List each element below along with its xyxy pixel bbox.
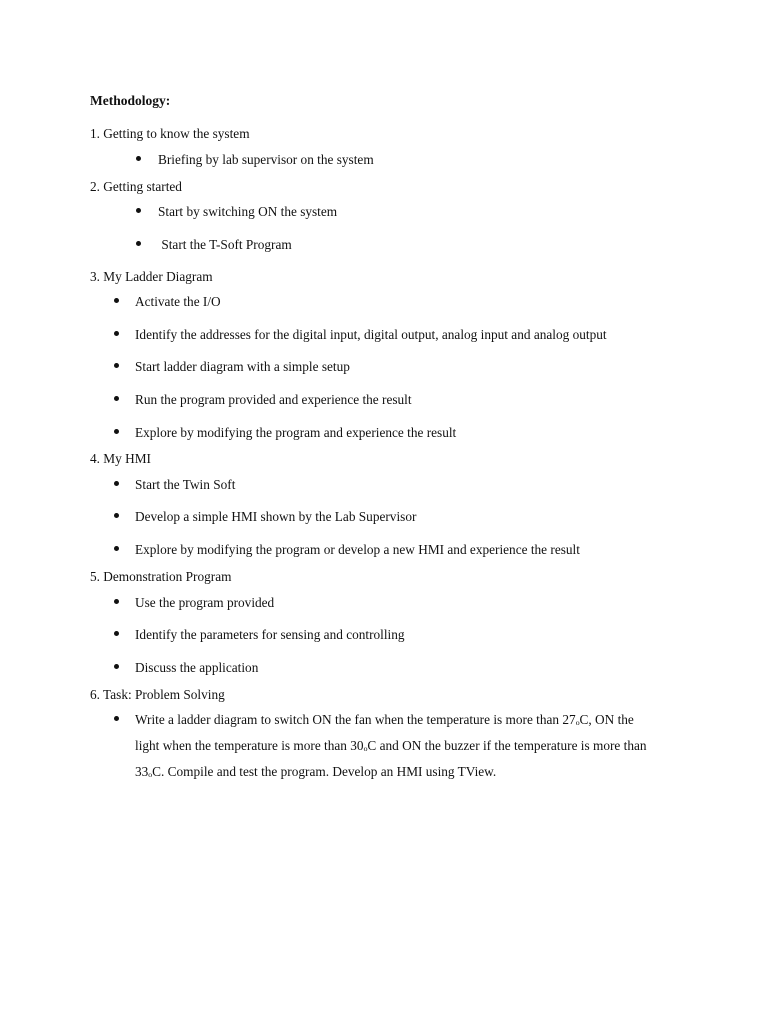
section-3-item-3: Start ladder diagram with a simple setup xyxy=(135,359,350,374)
section-2-item-1: Start by switching ON the system xyxy=(158,204,338,219)
section-3-title: 3. My Ladder Diagram xyxy=(90,269,213,284)
bullet-icon xyxy=(114,631,119,636)
section-4-item-1: Start the Twin Soft xyxy=(135,477,236,492)
bullet-icon xyxy=(114,546,119,551)
bullet-icon xyxy=(114,429,119,434)
bullet-icon xyxy=(136,208,141,213)
bullet-icon xyxy=(114,396,119,401)
section-5-item-2: Identify the parameters for sensing and controlling xyxy=(135,627,405,642)
methodology-heading: Methodology: xyxy=(90,93,171,108)
task-line-2: light when the temperature is more than 30ₒC and ON the buzzer if the temperature is more than xyxy=(135,738,647,753)
section-3-item-4: Run the program provided and experience the result xyxy=(135,392,412,407)
task-line-1: Write a ladder diagram to switch ON the fan when the temperature is more than 27ₒC, ON the xyxy=(135,712,634,727)
section-1-item-1: Briefing by lab supervisor on the system xyxy=(158,152,374,167)
section-4-item-3: Explore by modifying the program or develop a new HMI and experience the result xyxy=(135,542,580,557)
bullet-icon xyxy=(114,331,119,336)
section-1-title: 1. Getting to know the system xyxy=(90,126,250,141)
section-6-title: 6. Task: Problem Solving xyxy=(90,687,225,702)
section-2-title: 2. Getting started xyxy=(90,179,182,194)
bullet-icon xyxy=(114,481,119,486)
section-3-item-2: Identify the addresses for the digital input, digital output, analog input and analog output xyxy=(135,327,607,342)
bullet-icon xyxy=(136,241,141,246)
section-3-item-1: Activate the I/O xyxy=(135,294,221,309)
section-5-title: 5. Demonstration Program xyxy=(90,569,232,584)
bullet-icon xyxy=(114,513,119,518)
section-3-item-5: Explore by modifying the program and experience the result xyxy=(135,425,457,440)
section-5-item-1: Use the program provided xyxy=(135,595,275,610)
bullet-icon xyxy=(114,599,119,604)
section-4-item-2: Develop a simple HMI shown by the Lab Supervisor xyxy=(135,509,417,524)
section-4-title: 4. My HMI xyxy=(90,451,151,466)
bullet-icon xyxy=(114,664,119,669)
bullet-icon xyxy=(114,716,119,721)
bullet-icon xyxy=(136,156,141,161)
bullet-icon xyxy=(114,298,119,303)
section-2-item-2: Start the T-Soft Program xyxy=(158,237,292,252)
section-5-item-3: Discuss the application xyxy=(135,660,259,675)
bullet-icon xyxy=(114,363,119,368)
task-line-3: 33ₒC. Compile and test the program. Develop an HMI using TView. xyxy=(135,764,497,779)
